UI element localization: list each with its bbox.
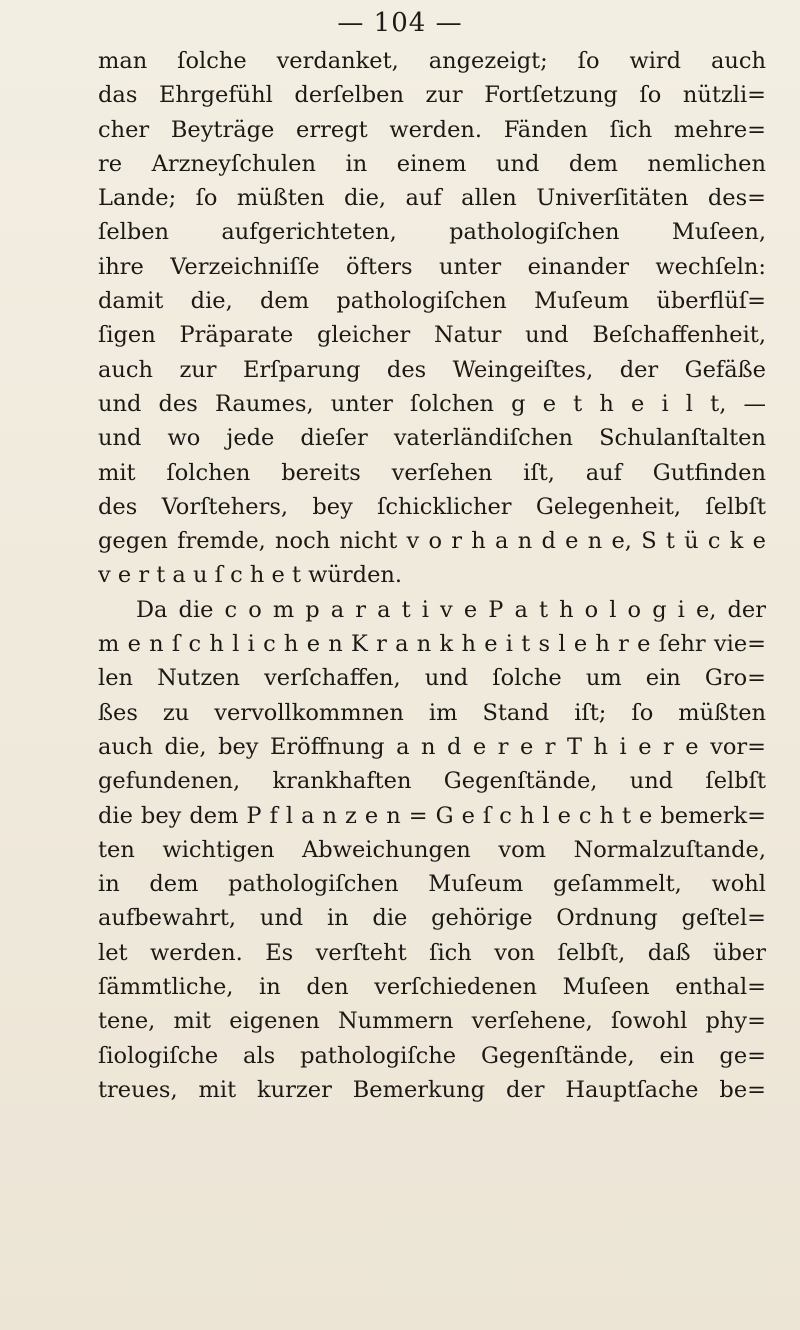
text-line: die bey dem P f l a n z e n = G e ſ c h l e c h t e bemerk= xyxy=(98,802,766,829)
text-line: ihre Verzeichniſſe öfters unter einander wechſeln: xyxy=(98,253,766,280)
text-line: damit die, dem pathologiſchen Muſeum überflüſ= xyxy=(98,288,766,315)
text-line: auch die, bey Eröffnung a n d e r e r T h i e r e vor= xyxy=(98,733,766,760)
text-line: in dem pathologiſchen Muſeum geſammelt, wohl xyxy=(98,871,766,898)
text-line: ten wichtigen Abweichungen vom Normalzuſtande, xyxy=(98,836,766,863)
text-line: m e n ſ c h l i c h e n K r a n k h e i t s l e h r e ſehr vie= xyxy=(98,631,766,658)
text-line: ſämmtliche, in den verſchiedenen Muſeen enthal= xyxy=(98,974,766,1001)
text-line: Lande; ſo müßten die, auf allen Univerſitäten des= xyxy=(98,185,766,212)
text-line: cher Beyträge erregt werden. Fänden ſich mehre= xyxy=(98,116,766,143)
body-text xyxy=(98,44,766,1107)
text-line: und wo jede dieſer vaterländiſchen Schulanſtalten xyxy=(98,425,766,452)
text-line: ſiologiſche als pathologiſche Gegenſtände, ein ge= xyxy=(98,1042,766,1069)
text-line: treues, mit kurzer Bemerkung der Hauptſache be= xyxy=(98,1076,766,1103)
text-line: tene, mit eigenen Nummern verſehene, ſowohl phy= xyxy=(98,1008,766,1035)
text-line: len Nutzen verſchaffen, und ſolche um ein Gro= xyxy=(98,665,766,692)
text-line: gegen fremde, noch nicht v o r h a n d e n e, S t ü c k e xyxy=(98,528,766,555)
text-line: ßes zu vervollkommnen im Stand iſt; ſo müßten xyxy=(98,699,766,726)
text-line: let werden. Es verſteht ſich von ſelbſt, daß über xyxy=(98,939,766,966)
text-line: aufbewahrt, und in die gehörige Ordnung geſtel= xyxy=(98,905,766,932)
text-line-paragraph-start: Da die c o m p a r a t i v e P a t h o l o g i e, der xyxy=(136,596,766,623)
text-line: und des Raumes, unter ſolchen g e t h e i l t, — xyxy=(98,390,766,417)
text-line: mit ſolchen bereits verſehen iſt, auf Gutfinden xyxy=(98,459,766,486)
text-line: des Vorſtehers, bey ſchicklicher Gelegenheit, ſelbſt xyxy=(98,493,766,520)
text-line: ſelben aufgerichteten, pathologiſchen Muſeen, xyxy=(98,219,766,246)
text-line: das Ehrgefühl derſelben zur Fortſetzung ſo nützli= xyxy=(98,82,766,109)
text-line-paragraph-end: v e r t a u ſ c h e t würden. xyxy=(98,562,403,589)
text-line: man ſolche verdanket, angezeigt; ſo wird auch xyxy=(98,48,766,74)
text-line: auch zur Erſparung des Weingeiſtes, der Gefäße xyxy=(98,356,766,383)
text-line: re Arzneyſchulen in einem und dem nemlichen xyxy=(98,150,766,177)
text-line: ſigen Präparate gleicher Natur und Beſchaffenheit, xyxy=(98,322,766,349)
page-number: — 104 — xyxy=(337,8,463,38)
text-line: gefundenen, krankhaften Gegenſtände, und ſelbſt xyxy=(98,768,766,795)
